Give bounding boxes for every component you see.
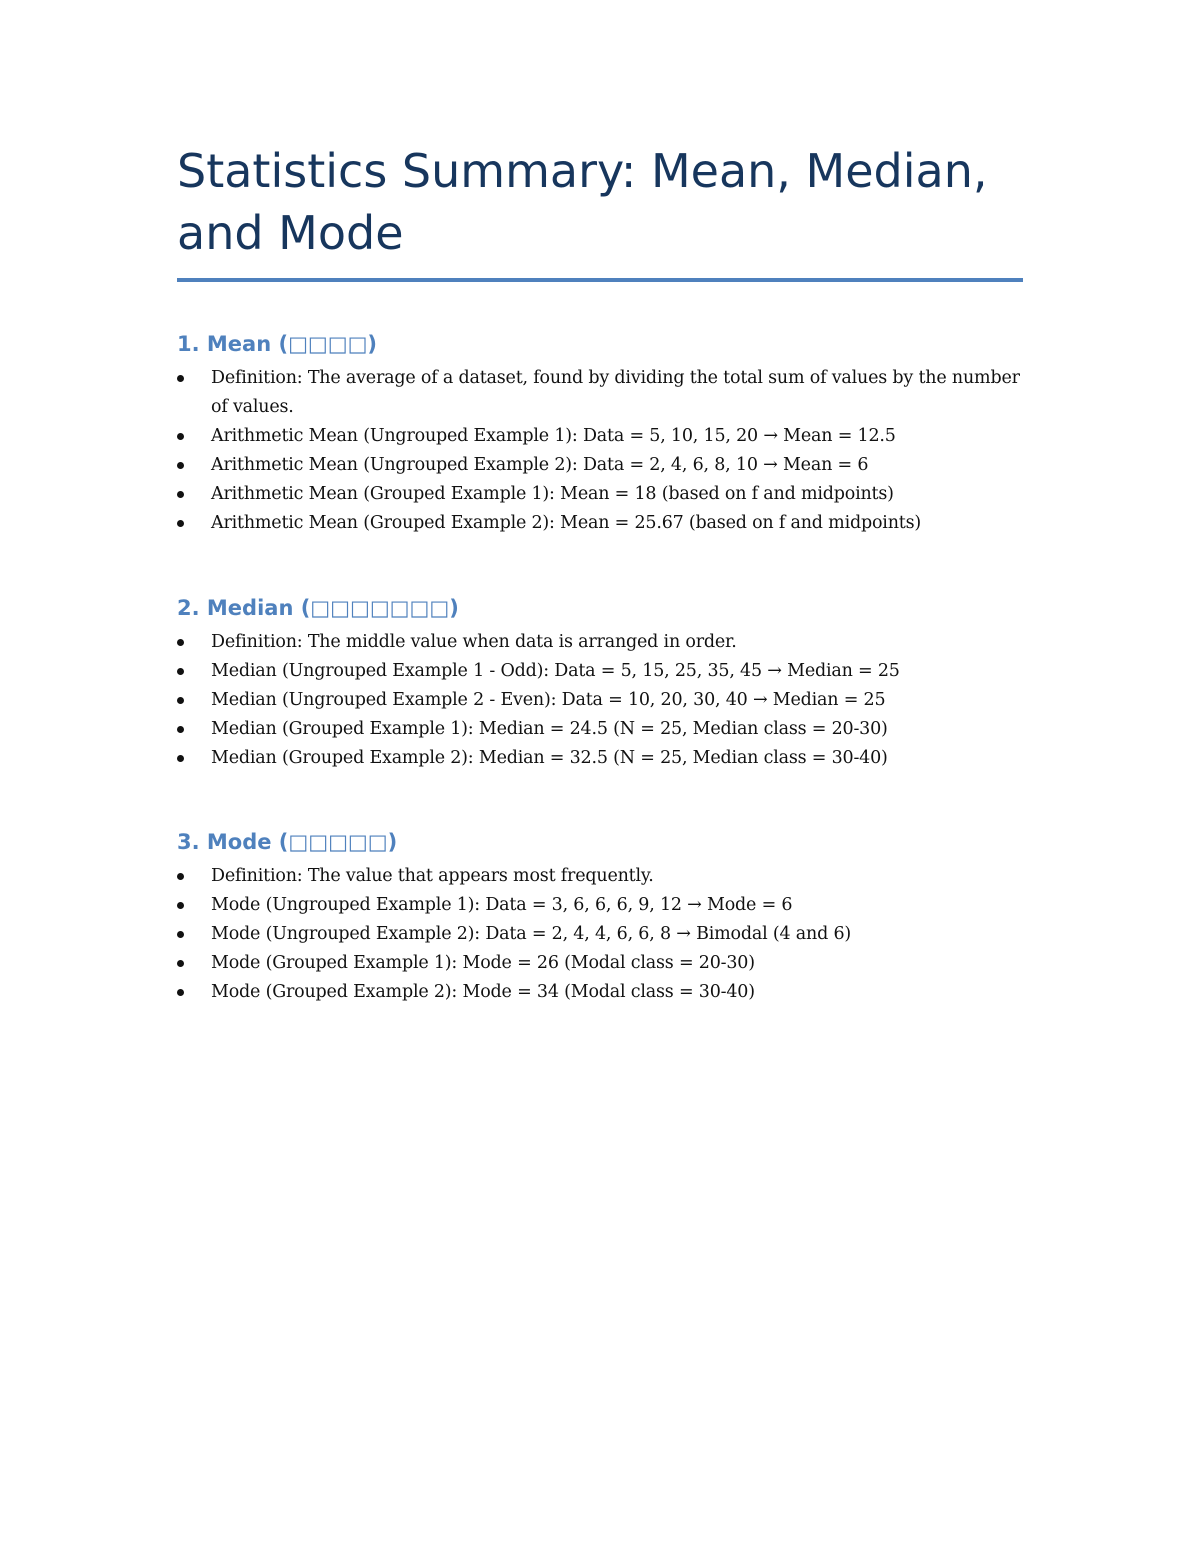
document-page (177, 140, 1023, 1002)
bullet-icon (177, 491, 184, 498)
bullet-icon (177, 902, 184, 909)
bullet-icon (177, 668, 184, 675)
list-item: Median (Ungrouped Example 1 - Odd): Data = 5, 15, 25, 35, 45 → Median = 25 (177, 657, 1023, 686)
bullet-icon (177, 960, 184, 967)
bullet-icon (177, 931, 184, 938)
list-item: Mode (Grouped Example 2): Mode = 34 (Modal class = 30-40) (177, 978, 1023, 1007)
list-item: Arithmetic Mean (Ungrouped Example 1): Data = 5, 10, 15, 20 → Mean = 12.5 (177, 422, 1023, 451)
bullet-icon (177, 639, 184, 646)
list-item: Median (Ungrouped Example 2 - Even): Data = 10, 20, 30, 40 → Median = 25 (177, 686, 1023, 715)
section-heading-mode: 3. Mode (□□□□□) (177, 830, 398, 854)
section-mean (177, 330, 1023, 538)
document-title: Statistics Summary: Mean, Median, and Mode (177, 144, 988, 260)
section-median (177, 594, 1023, 773)
bullet-icon (177, 375, 184, 382)
list-item: Mode (Ungrouped Example 1): Data = 3, 6, 6, 6, 9, 12 → Mode = 6 (177, 891, 1023, 920)
bullet-icon (177, 697, 184, 704)
bullet-icon (177, 726, 184, 733)
section-heading-mean: 1. Mean (□□□□) (177, 332, 378, 356)
bullet-icon (177, 462, 184, 469)
bullet-icon (177, 989, 184, 996)
section-mode (177, 828, 1023, 1007)
list-item: Mode (Ungrouped Example 2): Data = 2, 4, 4, 6, 6, 8 → Bimodal (4 and 6) (177, 920, 1023, 949)
bullet-icon (177, 433, 184, 440)
list-item: Arithmetic Mean (Grouped Example 1): Mean = 18 (based on f and midpoints) (177, 480, 1023, 509)
title-underline (177, 278, 1023, 282)
list-item: Median (Grouped Example 2): Median = 32.5 (N = 25, Median class = 30-40) (177, 744, 1023, 773)
list-item: Arithmetic Mean (Grouped Example 2): Mean = 25.67 (based on f and midpoints) (177, 509, 1023, 538)
bullet-icon (177, 755, 184, 762)
list-item: Definition: The value that appears most frequently. (177, 862, 1023, 891)
section-heading-median: 2. Median (□□□□□□□) (177, 596, 459, 620)
bullet-list-median (177, 628, 1023, 773)
list-item: Arithmetic Mean (Ungrouped Example 2): Data = 2, 4, 6, 8, 10 → Mean = 6 (177, 451, 1023, 480)
list-item: Median (Grouped Example 1): Median = 24.5 (N = 25, Median class = 20-30) (177, 715, 1023, 744)
bullet-icon (177, 520, 184, 527)
list-item: Definition: The average of a dataset, found by dividing the total sum of values by the number of values. (177, 364, 1023, 422)
list-item: Mode (Grouped Example 1): Mode = 26 (Modal class = 20-30) (177, 949, 1023, 978)
bullet-list-mode (177, 862, 1023, 1007)
list-item: Definition: The middle value when data is arranged in order. (177, 628, 1023, 657)
bullet-icon (177, 873, 184, 880)
bullet-list-mean (177, 364, 1023, 538)
